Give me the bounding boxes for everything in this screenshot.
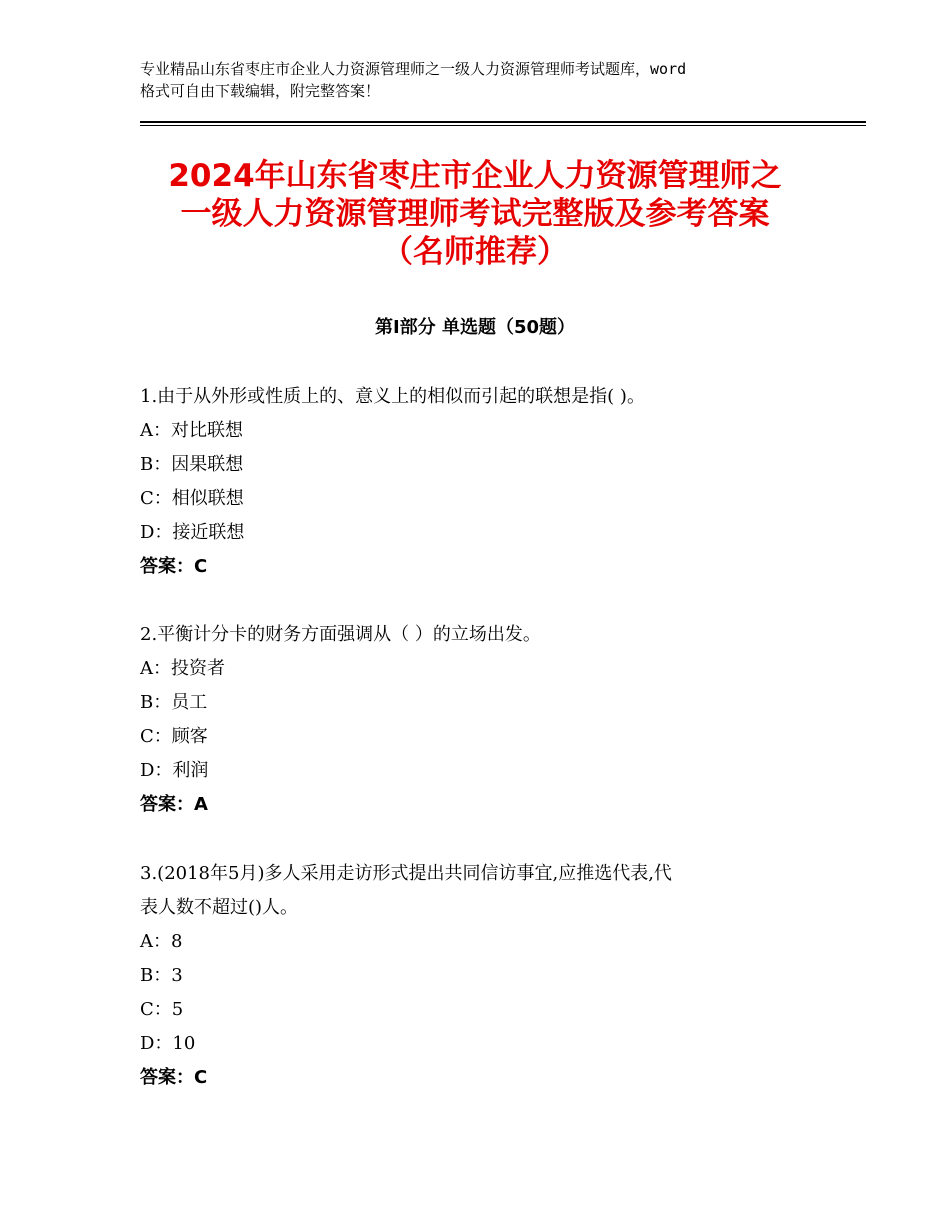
title-line: 2024年山东省枣庄市企业人力资源管理师之: [168, 158, 782, 194]
option-c: C：顾客: [140, 726, 208, 747]
option-b: B：3: [140, 965, 183, 986]
option-c: C：相似联想: [140, 488, 244, 509]
option-a: A：对比联想: [140, 420, 243, 441]
question-stem: 3.(2018年5月)多人采用走访形式提出共同信访事宜,应推选代表,代: [140, 863, 672, 884]
option-a: A：投资者: [140, 658, 225, 679]
option-d: D：利润: [140, 760, 209, 781]
option-d: D：接近联想: [140, 522, 245, 543]
question-3: [140, 857, 820, 1095]
option-c: C：5: [140, 999, 184, 1020]
title-line: （名师推荐）: [382, 234, 568, 270]
question-1: [140, 380, 820, 584]
option-b: B：因果联想: [140, 454, 244, 475]
answer: 答案：A: [140, 794, 208, 815]
answer: 答案：C: [140, 556, 208, 577]
document-title: [100, 157, 850, 271]
question-stem: 2.平衡计分卡的财务方面强调从（ ）的立场出发。: [140, 624, 541, 645]
section-heading: 第Ⅰ部分 单选题（50题）: [374, 317, 575, 338]
header-note-line: 格式可自由下载编辑，附完整答案！: [140, 82, 381, 100]
header-divider-thin: [140, 125, 866, 126]
title-line: 一级人力资源管理师考试完整版及参考答案: [180, 196, 770, 232]
question-stem-continued: 表人数不超过()人。: [140, 897, 299, 918]
question-2: [140, 618, 820, 822]
question-stem: 1.由于从外形或性质上的、意义上的相似而引起的联想是指( )。: [140, 386, 645, 407]
header-note-line: 专业精品山东省枣庄市企业人力资源管理师之一级人力资源管理师考试题库，word: [140, 60, 687, 78]
answer: 答案：C: [140, 1067, 208, 1088]
option-d: D：10: [140, 1033, 196, 1054]
header-note: [140, 58, 830, 102]
option-b: B：员工: [140, 692, 208, 713]
header-divider-thick: [140, 121, 866, 123]
option-a: A：8: [140, 931, 183, 952]
